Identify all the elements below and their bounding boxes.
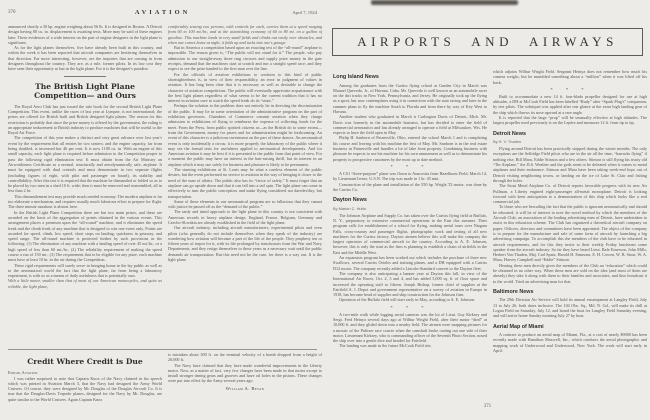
paragraph: To those who are bewailing the fact that the public is ignorant aeronautically and should be educated, it will be of interest to note the novel method by which the members of the Aircraft Club, an association of the leading advertising men of Detroit, have undertaken to assist in this education scheme. The Club has organized a theoretical aircraft company on paper. Officers, directors and committees have been appointed. The object of the company is to prepare for the manufacture and sale of some form of aircraft by launching a big advertising campaign. To accomplish this the members of the club have to be educated in aircraft requirements, and for this they invite to their weekly Friday luncheons some speaker from the aircraft industry. So far they have heard Lieut. Rafe Emerson, John Mills, Herbert Von Thaden, Maj. Carl Spatz, Harold H. Emmons, E. H. Cowen, W. B. Stout, W. A. Mara, Harvey Campbell and “Eddie” Stinson. [493, 204, 647, 263]
right-page-column-1 [333, 69, 487, 399]
paragraph: The 29th Division Air Service will hold its annual encampment at Langley Field, July 13 to July 26, both dates inclusive. The 104 Obs. Sq., Md. N. Gd., will make its drill at Logan Field on Saturday, July 12, and board the boat for Langley Field Saturday evening, and will arrive home Sunday morning July 27 by boat. [493, 297, 647, 319]
paragraph: An expansion program has been worked out which includes the purchase of three new Swallows, several Curtiss Orioles and training planes, and a DH equipped with a Curtiss D12 motor. The company recently added a Lincoln-Standard convert to the Dayton fleet. [333, 255, 487, 271]
page-number: 371 [483, 404, 492, 409]
running-head [8, 9, 317, 18]
paragraph: Built to accommodate a new 14 ft. four-blade propeller designed for use at high altitudes, a DH at McCook Field has been labelled “Rudy” after “Spark Plug's” companion, by test pilots. The sobriquet was applied after one glance at the extra high landing gear of the ship which throws its nose upward at a rare angle. [493, 93, 647, 115]
paragraph: The Royal Aero Club has just issued the rule book for the second British Light Plane Competition. This event, unlike the races of last year at Lympne, is not international; the prizes are offered for British built and British designed light planes. The reason for this restriction is probably that since the prize money is offered by the government, the ruling is an appropriate inducement to British industry to produce machines that will be useful to the Royal Air Force. [8, 103, 162, 136]
paragraph: is mistaken about 300 ft. on the terminal velocity of a bomb dropped from a height of 20,000 ft. [168, 352, 322, 363]
article-title: Credit Where Credit is Due [27, 357, 143, 366]
magazine-page-371 [325, 0, 650, 420]
paragraph: The Johnson Airplane and Supply Co. has taken over the Curtiss flying field at Buffalo, N. Y., preparatory to extensive commercial operations in the East this summer. Their program calls for establishment of a school for flying, making aerial tours over Niagara Falls, cross-country and passenger flights, photographic work and testing of all new machines for the Curtiss factory. Dayton airmen believe this will make the company the largest operators of commercial aircraft in the country. According to A. E. Johnson, however, this is only the start as the firm is planning to establish a chain of airfields in the East and the Middle West. [333, 212, 487, 255]
left-page-column-2 [168, 24, 322, 346]
paragraph: The stunting exhibitions at St. Louis may be what a careless element of the public desires, but the event performed no service to aviation in the way of bringing it closer to the need of the man of affairs. The public also has its “factor of safety.” It must forget that an airplane can go upside down and that it can fall into a tail spin. The light plane can come in effectively to turn the public conception, and make flying considered not daredeviltry, but transportation. [168, 167, 322, 199]
paragraph: The landing was made in the future McCook Field site, [339, 343, 432, 349]
paragraph: A contract to produce an aerial map of Miami, Fla., at a cost of nearly $9000 has been recently made with Hamilton Maxwell, Inc., which conducts the aerial photographic and mapping work of Underwood and Underwood, New York. The work will start early in April. [493, 332, 647, 353]
right-page-column-2 [493, 69, 647, 399]
paragraph: These rigid requirements will surely serve in bringing home to the lay public as well as to the aeronautical world the fact that the light plane, far from being a laboratory experiment, is with us as a means of daily usefulness that is potentially ours. [8, 262, 162, 279]
paragraph: Another student who graduated in March is Carlington Davis of Detroit, Mich. Mr. Davis was formerly in the automobile business, but has decided to enter the field of commercial aeronautics and has already arranged to operate a field at Milwaukee, Wis. He expects to have the field open in May. [333, 114, 487, 136]
section-rule [64, 76, 106, 77]
banner-title: AIRPORTS AND AIRWAYS [357, 34, 618, 49]
paragraph: which adjoins Wilbur Wright Field. Sergeant Heinya does not remember how much his camera weighs, but he mumbled something about a “million” when it was lifted off his back. [493, 69, 647, 85]
airports-and-airways-banner [332, 28, 643, 56]
news-section-heading: Long Island News [333, 74, 379, 80]
asterisk-separator: * * * [390, 163, 430, 169]
paragraph: With a little motor, smaller than that of most of our American motorcycles, and quite as reliable, the light plane, [8, 278, 162, 289]
paragraph: announced shortly a 30 hp. engine weighing about 56 lb. It is designed in Boston. A Detroit design having 80 cu. in. displacement is awaiting tests. More may be said of these engines later. These evidences of a wide interest on the part of engine designers in the light plane is significant. [8, 24, 162, 45]
paragraph: The Stout Metal Airplane Co. of Detroit reports favorable progress with its new Air Pullman, a Liberty engined eight-passenger all-metal monoplane. Detroit is looking forward with keen anticipation to a demonstration of this ship which looks like a real commercial job. [493, 183, 647, 205]
issue-date: April 7, 1924 [292, 10, 317, 15]
news-section-heading: Baltimore News [493, 288, 534, 295]
paragraph: This dismantlement test may provide much needed economy. The modern airplane is far too elaborate a mechanism, and requires usually much laborious effort to prepare for flight. The three minute runabout is almost here. [8, 193, 162, 210]
paragraph: For the officials of aviation exhibitions to conform to this kind of public shortsightedness is, in view of their responsibility, an error in judgment of values in aviation. It has long been clear that it is necessary as well as desirable to change the character of aviation competitions. The public will eventually appreciate acquaintance with the best light planes regardless of what seems to be the current tradition that it has no interest in aviation save to watch the speed freak do its “stunt.” [168, 71, 322, 104]
paragraph: In the British Light Plane Competition there are but two main prizes, and these are awarded on the basis of the aggregation of points obtained in the various events. This arrangement places a premium upon the “all-round” machine, and it eliminates the speed freak and the climb freak of any machine that is designed to win one event only. Points are awarded for speed, climb, low speed, short stops on landing, quickness in getaway, and speed range. The all-round machine is protected further by such provisions as the following: (1) The elimination of any machine with a landing speed of over 45 mi./hr., or a high speed of less than 60 mi./hr.; (2) The reliability requirement of making the speed course a run of 150 mi.; (3) The requirement that to be eligible for any prize, each machine must have at least 10 hr. in the air during the Competition. [8, 209, 162, 263]
paragraph: Among the graduates from the Curtiss flying school at Garden City in March was Manuel Quevedo, Jr., of Havana, Cuba. Mr. Quevedo is well known as an automobile racer on the dirt tracks in New York, Pennsylvania, and Jersey. He originally took up the flying as a sport, but now contemplates using it in connection with the auto racing and later in the summer plans to fly the machine South to Florida and from there by way of Key West to Havana. [333, 82, 487, 114]
paragraph: Perhaps the solution to the problem does not entirely lie in directing the discrimination of the public. It may lie in some orientation of the administrative program on the part of exhibition governors. Chambers of Commerce commit aviation when they charge admission to exhibitions of flying to reimburse the expense of collecting funds for the meet. From the Press, from public spirited citizens or—as the British do to some extent—from the Government, money for prizes and for administration might be forthcoming. An event of this character is a judicious investment on the part of these donors. An aeronautical event is only incidentally a circus; it is more properly the laboratory of the public where it may see the formal tests for usefulness applied to aeronautical developments. And for American aviation it may be best if it is presented to the public from that point of view. For a moment the public may have an interest in the hair-raising thrill, but its interest in an airplane which it may use safely for business and pleasure is likely to be permanent. [168, 103, 322, 167]
section-divider-rule [8, 349, 317, 350]
signature: William A. Bevan [225, 386, 265, 392]
asterisk-separator: * * * [390, 304, 430, 310]
paragraph: Construction of the plane and installation of the 550 hp. Wright T2 motor, was done by the Curtiss Co. [333, 181, 487, 192]
paragraph: A two-mile walk while lugging aerial cameras was the lot of Lieut. Guy Kirksey and Sergt. Fred Heinya several days ago at Wilbur Wright Field, after their motor “died” at 10,000 ft. and they glided down into a nearby field. The airmen were snapping pictures for a mosaic of the Pulitzer race course when the camshaft broke cutting out one side of their motor. Lieutenant Kirksey, who is commanding officer of the Seventh Photo Section, nosed the ship over into a gentle dive and headed for Fairfield. [333, 311, 487, 344]
paragraph: comfortably seating two persons, with controls for each, carries them at a speed ranging from 60 to 100 mi./hr., and at the astonishing economy of 60 to 80 mi. on a gallon of gasoline. This machine lands in very small fields and climbs out easily over obstacles, and when one comes home at night, it folds up and tucks into one's garage. [168, 24, 322, 45]
letters-column-1 [8, 352, 162, 416]
news-section-heading: Aerial Map of Miami [493, 323, 544, 330]
byline: By H. V. Thaden [493, 139, 522, 145]
paragraph: As for the light planes themselves, five have already been built in this country, and within the week it has been reported that aircraft companies are bestirring themselves in that direction. Far more interesting, however, are the inquiries that are coming in from designers throughout the country. They are, as a rule, former pilots. In its low cost they have seen their opportunity at last in the light plane. For it is the designer's paradise. [8, 45, 162, 72]
paragraph: But in America a competition based upon an exacting test of the “all-round” airplane is impossible. The reason given is, “The public will not stand for it.” The people, who pay admission to our straight-away three ring circuses and supply prize money in the gate receipts, demand that the machines start at scratch and run a straight speed race; and they expect to see the prize handed to the first man over the line. [168, 45, 322, 72]
journal-masthead: AVIATION [134, 9, 191, 16]
letters-section [8, 352, 322, 416]
paragraph: Our aircraft industry, including aircraft manufacturers, experimental pilots and even pilots (who generally do not include themselves when they speak of the industry) are wondering how aviation will become a part of the life of the people. They prophesy ten or fifteen years of torpor for it, with its life prolonged by transfusions from the War and Navy Departments, and they resign themselves to these years as a necessary wait until the public demands air transportation. But this need not be the case, for there is a way out. It is the light plane. [168, 225, 322, 263]
paragraph: I was rather surprised to note that Captain Knox of the Navy claimed in his speech which was printed in Aviation March 3, that the Navy had designed the Army World Cruisers. Of course, they were designed by Mr. Douglas of the Douglas Aircraft Co. It is true that the Douglas-Davis Torpedo planes, designed for the Navy by Mr. Douglas, are quite similar to the World Cruisers. Again Captain Knox [8, 375, 162, 402]
asterisk-separator: * * * [550, 86, 590, 92]
page-number: 370 [8, 10, 16, 15]
salutation: Editor, Aviation: [8, 370, 39, 375]
paragraph: A CS1 “three-purpose” plane was flown to Anacostia from Hazelhurst Field, March 14, by Lieutenant Irvine, U.S.N. The trip was made in 1 hr. 45 min. [333, 170, 487, 182]
paragraph: It is reported that the large “prop” will be unusually effective at high altitudes. The largest propeller used previously is on the Lepère and measures 12 ft. from tip to tip. [493, 115, 647, 126]
paragraph: Operation of the Buffalo field will start early in May, according to A. E. Johnson. [339, 297, 476, 303]
paragraph: The Navy have claimed that they have made wonderful improvements in the Liberty motor. Now, as a matter of fact, very few changes have been made in that motor except to install stronger timing gears and grooves and have oil holes in the pistons. These changes were put into effect by the Army several years ago. [168, 362, 322, 384]
paragraph: Philip H. Sanborn of Painesville, Ohio, entered the school March 1 and is completing his course and leaving with his machine the first of May. Mr. Sanborn is in the real estate business in Painesville and handles a lot of lake front property. Combining business with pleasure he expects to use his machine for his own amusement as well as to demonstrate his property to prospective customers by the most up to date method. [333, 135, 487, 162]
news-columns [333, 69, 647, 399]
byline: By Marion C. Hutto [333, 205, 366, 211]
paragraph: The competition of this year makes a distinct and very great advance over last year's event by the requirement that all entries be two seaters; and the engine capacity, far from being doubled, is increased but 46 per cent. It is now 1100 cu. in. With an engine of this small capacity, each light plane is required before admission to the Competition proper to pass the following rigid elimination test: It must obtain from the Air Ministry an Airworthiness Certificate as a normal, structurally and aerodynamically safe, airplane. It must be equipped with dual controls and must demonstrate in two separate flights (including figures of eight, with pilot and passenger on board), its stability and controllability. After this test it is required that the machine be dismantled or folded so as to be placed by two men in a shed 10 ft. wide; then it must be removed and reassembled, all in less than 2 hr. [8, 135, 162, 194]
paragraph: Hearing these men directly gives the members of the Club an “education” which could be obtained in no other way. When these men are sold on the idea (and most of them are already) they take it along with them to their families and associates, and thus broadcast it to the world. Tried an advertising man for that. [493, 262, 647, 284]
letters-column-2 [168, 352, 322, 416]
news-section-heading: Detroit News [493, 130, 526, 137]
banner-area [325, 0, 650, 62]
news-section-heading: Dayton News [333, 197, 367, 204]
paragraph: Some of these elements in our aeronautical program are so fallacious that they cannot with justice be passed off as the “demand of the public.” [168, 198, 322, 210]
left-page-column-1 [8, 24, 162, 346]
paragraph: The company is also anticipating a banner year at Dayton this fall, in view of the International Air Races, Oct. 2, 3 and 4, and has added 5,000 sq. ft. of floor space and increased the operating staff to fifteen. Joseph Bishop, former chief of supplies at the Fairfield A. I. Depot and government representative on a survey of aviation in Europe in 1918, has become head of supplies and ship construction for the Johnson firm. [333, 270, 487, 298]
paragraph: The tardy and timid approach to the light plane in this country is not consistent with American records in heavy airplane design. England, France, Belgium, Germany and Czecho-Slovakia are already established in the field of the light plane. [168, 209, 322, 225]
editorial-columns [8, 24, 322, 346]
paragraph: Flying around Detroit has been practically stopped during the winter months. The only exceptions are the Selfridge Field pilots who are in the air all the time, “barracks flying” if nothing else, Bill Mara, Eddie Stinson and a few others. Stinson is still flying his trusty old “Tin Airplane,” the JL6. Weather and the gods seem to be defeated when it comes to metal airplanes and their endurance. Stinson and Mara have been taking week-end hops out of Detroit visiting neighboring towns, or landing on the ice of Lake St. Clair and fishing through the holes. [493, 146, 647, 183]
article-title: The British Light Plane Competition— and Ours [34, 81, 136, 100]
